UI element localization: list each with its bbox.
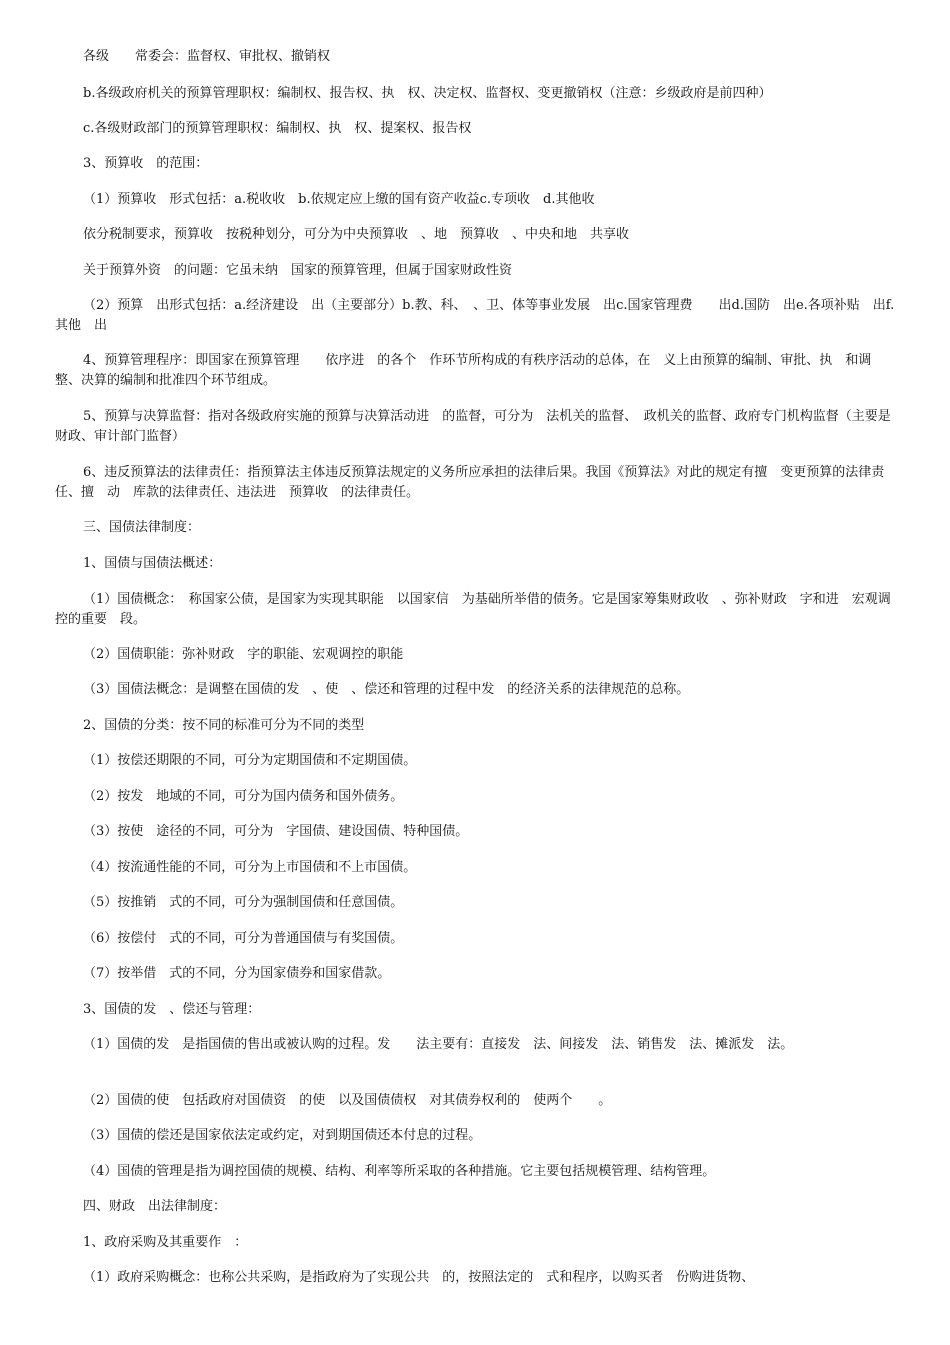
paragraph-20: （3）按使 途径的不同，可分为 字国债、建设国债、特种国债。 [83, 824, 469, 839]
paragraph-27: （2）国债的使 包括政府对国债资 的使 以及国债债权 对其债券权利的 使两个 。 [83, 1093, 612, 1108]
paragraph-24: （7）按举借 式的不同，分为国家债券和国家借款。 [83, 966, 391, 981]
paragraph-2: b.各级政府机关的预算管理职权：编制权、报告权、执 权、决定权、监督权、变更撤销权（注意：乡级政府是前四种） [83, 86, 772, 101]
paragraph-4: 3、预算收 的范围： [83, 156, 209, 171]
paragraph-11: 6、违反预算法的法律责任：指预算法主体违反预算法规定的义务所应承担的法律后果。我国《预算法》对此的规定有擅 变更预算的法律责任、擅 动 库款的法律责任、违法进 预算收 的法律责任。 [55, 465, 885, 500]
paragraph-10: 5、预算与决算监督：指对各级政府实施的预算与决算活动进 的监督，可分为 法机关的监督、 政机关的监督、政府专门机构监督（主要是财政、审计部门监督） [55, 409, 891, 444]
paragraph-32: （1）政府采购概念：也称公共采购，是指政府为了实现公共 的，按照法定的 式和程序，以购买者 份购进货物、 [83, 1270, 755, 1285]
paragraph-15: （2）国债职能：弥补财政 字的职能、宏观调控的职能 [83, 647, 404, 662]
paragraph-19: （2）按发 地域的不同，可分为国内债务和国外债务。 [83, 789, 404, 804]
paragraph-13: 1、国债与国债法概述： [83, 556, 222, 571]
section-heading-4: 四、财政 出法律制度： [83, 1199, 227, 1214]
paragraph-22: （5）按推销 式的不同，可分为强制国债和任意国债。 [83, 895, 404, 910]
paragraph-18: （1）按偿还期限的不同，可分为定期国债和不定期国债。 [83, 753, 417, 768]
paragraph-23: （6）按偿付 式的不同，可分为普通国债与有奖国债。 [83, 931, 404, 946]
paragraph-3: c.各级财政部门的预算管理职权：编制权、执 权、提案权、报告权 [83, 121, 472, 136]
paragraph-31: 1、政府采购及其重要作 ： [83, 1235, 248, 1250]
paragraph-16: （3）国债法概念：是调整在国债的发 、使 、偿还和管理的过程中发 的经济关系的法律规范的总称。 [83, 682, 690, 697]
paragraph-6: 依分税制要求，预算收 按税种划分，可分为中央预算收 、地 预算收 、中央和地 共享收 [83, 227, 630, 242]
paragraph-5: （1）预算收 形式包括：a.税收收 b.依规定应上缴的国有资产收益c.专项收 d.其他收 [83, 192, 595, 207]
paragraph-29: （4）国债的管理是指为调控国债的规模、结构、利率等所采取的各种措施。它主要包括规模管理、结构管理。 [83, 1164, 716, 1179]
paragraph-14: （1）国债概念： 称国家公债，是国家为实现其职能 以国家信 为基础所举借的债务。它是国家筹集财政收 、弥补财政 字和进 宏观调控的重要 段。 [55, 592, 891, 627]
paragraph-1: 各级 常委会：监督权、审批权、撤销权 [83, 49, 331, 64]
paragraph-28: （3）国债的偿还是国家依法定或约定，对到期国债还本付息的过程。 [83, 1128, 482, 1143]
paragraph-17: 2、国债的分类：按不同的标准可分为不同的类型 [83, 718, 365, 733]
section-heading-3: 三、国债法律制度： [83, 520, 201, 535]
paragraph-7: 关于预算外资 的问题：它虽未纳 国家的预算管理，但属于国家财政性资 [83, 263, 513, 278]
paragraph-8: （2）预算 出形式包括：a.经济建设 出（主要部分）b.教、科、 、卫、体等事业发展 出c.国家管理费 出d.国防 出e.各项补贴 出f.其他 出 [55, 298, 895, 333]
paragraph-26: （1）国债的发 是指国债的售出或被认购的过程。发 法主要有：直接发 法、间接发 法、销售发 法、摊派发 法。 [83, 1037, 794, 1052]
paragraph-21: （4）按流通性能的不同，可分为上市国债和不上市国债。 [83, 860, 417, 875]
paragraph-25: 3、国债的发 、偿还与管理： [83, 1002, 261, 1017]
paragraph-9: 4、预算管理程序：即国家在预算管理 依序进 的各个 作环节所构成的有秩序活动的总体，在 义上由预算的编制、审批、执 和调整、决算的编制和批准四个环节组成。 [55, 353, 872, 388]
